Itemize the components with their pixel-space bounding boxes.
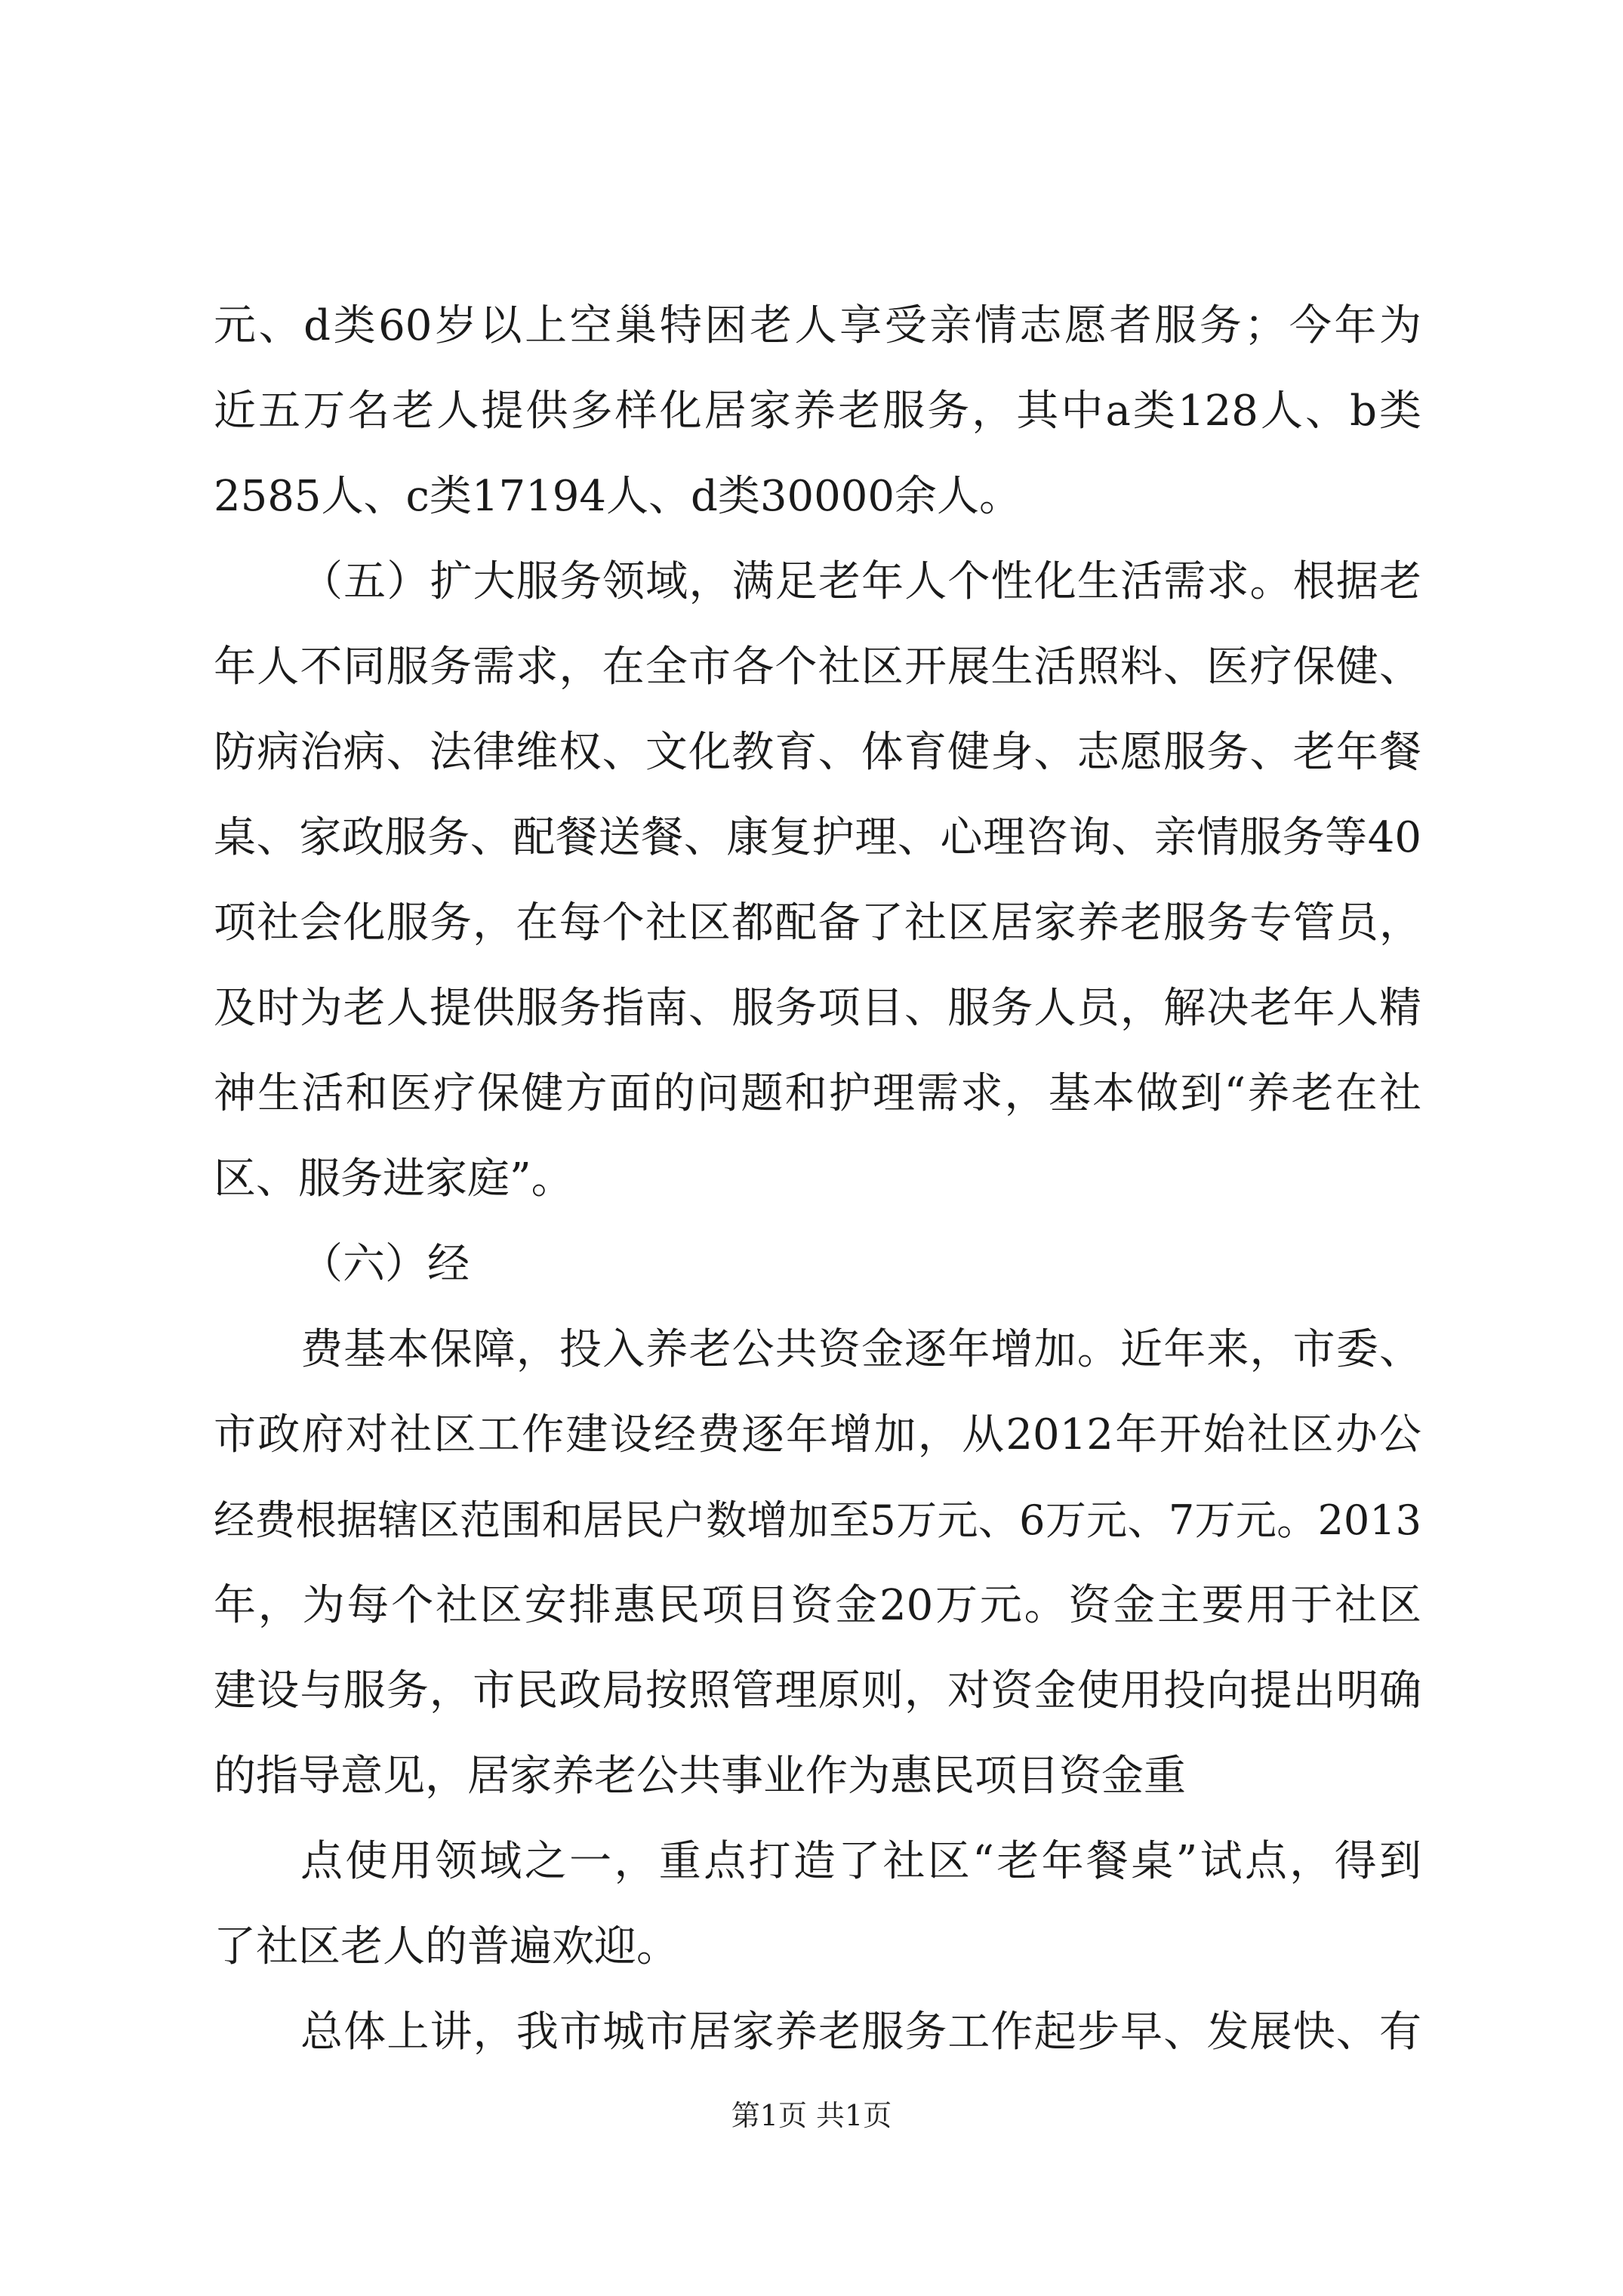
page-footer: 第1页 共1页 xyxy=(731,2099,892,2132)
text-line: 年，为每个社区安排惠民项目资金20万元。资金主要用于社区 xyxy=(214,1581,1421,1630)
paragraph-start-line: 总体上讲，我市城市居家养老服务工作起步早、发展快、有 xyxy=(300,2008,1421,2057)
text-line: 近五万名老人提供多样化居家养老服务，其中a类128人、b类 xyxy=(214,387,1421,436)
text-line: 市政府对社区工作建设经费逐年增加，从2012年开始社区办公 xyxy=(214,1410,1421,1459)
paragraph-start-line: 点使用领域之一，重点打造了社区“老年餐桌”试点，得到 xyxy=(300,1837,1421,1886)
text-line: 区、服务进家庭”。 xyxy=(214,1154,574,1203)
text-line: 桌、家政服务、配餐送餐、康复护理、心理咨询、亲情服务等40 xyxy=(214,813,1421,862)
text-line: 年人不同服务需求，在全市各个社区开展生活照料、医疗保健、 xyxy=(214,643,1421,692)
paragraph-start-line: （五）扩大服务领域，满足老年人个性化生活需求。根据老 xyxy=(300,557,1421,606)
text-line: 神生活和医疗保健方面的问题和护理需求，基本做到“养老在社 xyxy=(214,1069,1421,1118)
text-line: 了社区老人的普遍欢迎。 xyxy=(214,1922,679,1971)
paragraph-start-line: 费基本保障，投入养老公共资金逐年增加。近年来，市委、 xyxy=(300,1325,1421,1374)
text-line: 项社会化服务，在每个社区都配备了社区居家养老服务专管员， xyxy=(214,898,1421,948)
text-line: 2585人、c类17194人、d类30000余人。 xyxy=(214,472,1022,521)
text-line: 及时为老人提供服务指南、服务项目、服务人员，解决老年人精 xyxy=(214,984,1421,1033)
text-line: 经费根据辖区范围和居民户数增加至5万元、6万元、7万元。2013 xyxy=(214,1496,1421,1544)
text-line: 建设与服务，市民政局按照管理原则，对资金使用投向提出明确 xyxy=(214,1666,1421,1715)
paragraph-start-line: （六）经 xyxy=(300,1240,470,1289)
text-line: 的指导意见，居家养老公共事业作为惠民项目资金重 xyxy=(214,1752,1186,1801)
text-line: 防病治病、法律维权、文化教育、体育健身、志愿服务、老年餐 xyxy=(214,728,1421,777)
text-line: 元、d类60岁以上空巢特困老人享受亲情志愿者服务；今年为 xyxy=(214,301,1421,350)
